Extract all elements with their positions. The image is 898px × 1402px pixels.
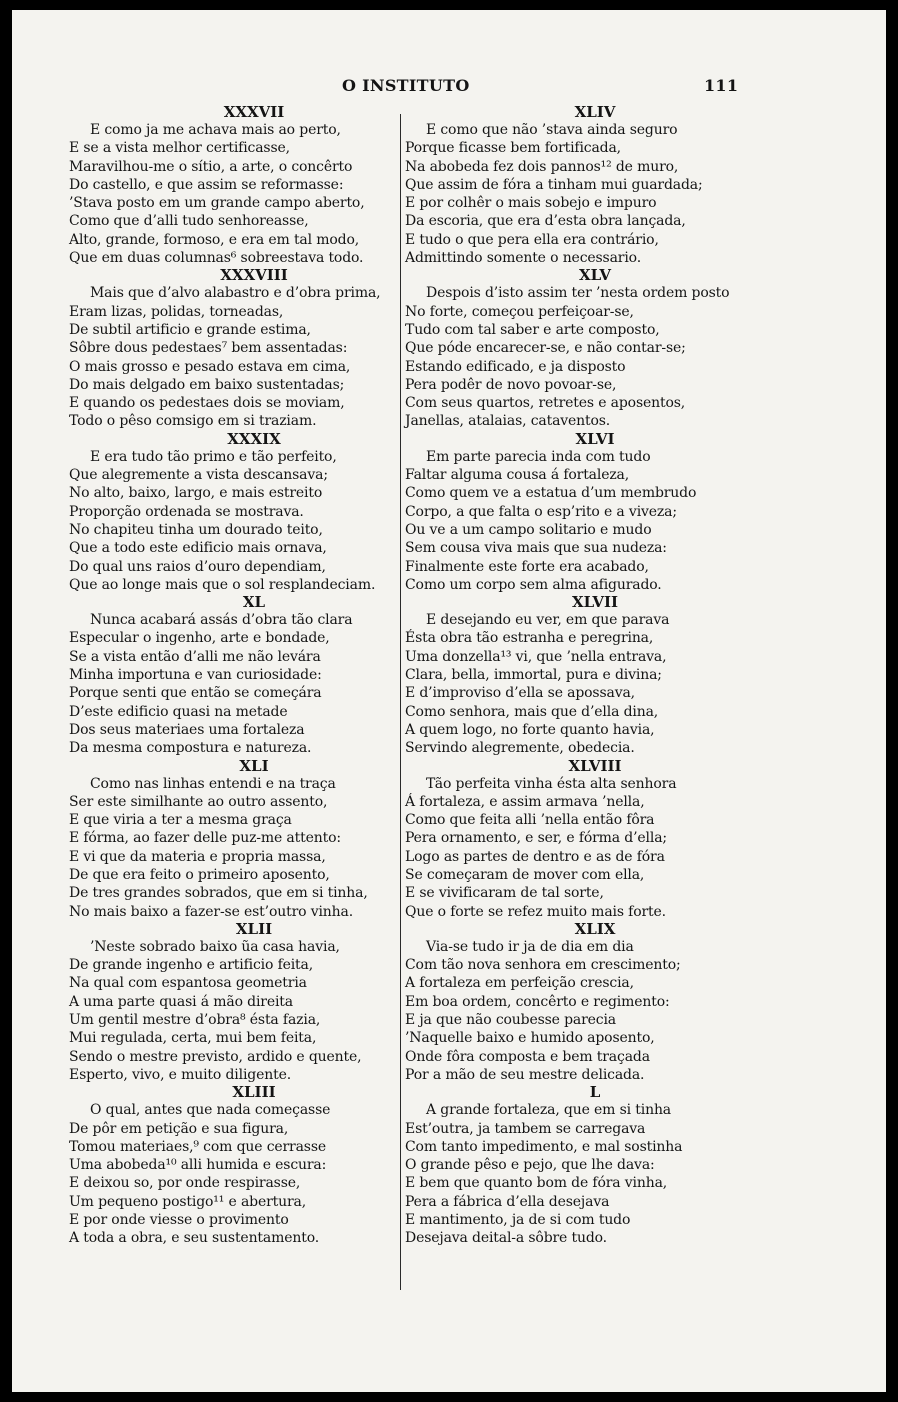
verse-line: E bem que quanto bom de fóra vinha, xyxy=(405,1175,668,1192)
verse-line: ’Stava posto em um grande campo aberto, xyxy=(69,195,365,212)
verse-line: Ésta obra tão estranha e peregrina, xyxy=(405,630,654,647)
verse-line: Como senhora, mais que d’ella dina, xyxy=(405,703,659,720)
stanza-number: XXXVIII xyxy=(220,266,288,285)
verse-line: No alto, baixo, largo, e mais estreito xyxy=(69,485,323,502)
verse-line: Onde fôra composta e bem traçada xyxy=(405,1048,650,1065)
verse-line: Como um corpo sem alma afigurado. xyxy=(405,576,662,593)
verse-line: De subtil artificio e grande estima, xyxy=(69,321,311,338)
verse-line: Com seus quartos, retretes e aposentos, xyxy=(405,395,686,412)
verse-line: Faltar alguma cousa á fortaleza, xyxy=(405,467,630,484)
verse-line: Que ao longe mais que o sol resplandeciam. xyxy=(69,576,376,593)
verse-line: E se vivificaram de tal sorte, xyxy=(405,885,604,902)
running-header xyxy=(12,76,886,100)
stanza xyxy=(405,431,745,594)
verse-line: E tudo o que pera ella era contrário, xyxy=(405,231,659,248)
verse-line: Proporção ordenada se mostrava. xyxy=(69,503,304,520)
verse-line: E que viria a ter a mesma graça xyxy=(69,812,292,829)
verse-line: Est’outra, ja tambem se carregava xyxy=(405,1120,646,1137)
verse-line: Sem cousa viva mais que sua nudeza: xyxy=(405,540,667,557)
verse-line: E como que não ’stava ainda seguro xyxy=(426,122,678,138)
stanza-number: XLI xyxy=(239,756,269,775)
verse-line: A toda a obra, e seu sustentamento. xyxy=(69,1230,320,1247)
stanza xyxy=(405,267,745,430)
verse-line: E vi que da materia e propria massa, xyxy=(69,848,326,865)
verse-line: De pôr em petição e sua figura, xyxy=(69,1120,289,1137)
verse-line: Em parte parecia inda com tudo xyxy=(426,448,651,465)
stanza-number: XXXIX xyxy=(227,429,281,448)
verse-line: ’Neste sobrado baixo ũa casa havia, xyxy=(90,938,340,955)
stanza xyxy=(405,104,745,267)
verse-line: Com tão nova senhora em crescimento; xyxy=(405,957,681,974)
stanza xyxy=(69,594,399,757)
verse-line: Despois d’isto assim ter ’nesta ordem posto xyxy=(426,285,730,302)
verse-line: D’este edificio quasi na metade xyxy=(69,703,288,720)
verse-line: A grande fortaleza, que em si tinha xyxy=(426,1102,672,1119)
verse-line: Á fortaleza, e assim armava ’nella, xyxy=(405,793,645,810)
verse-line: Admittindo somente o necessario. xyxy=(405,250,641,267)
verse-line: Que a todo este edificio mais ornava, xyxy=(69,540,327,557)
stanza xyxy=(69,921,399,1084)
verse-line: Logo as partes de dentro e as de fóra xyxy=(405,848,665,865)
verse-line: Tão perfeita vinha ésta alta senhora xyxy=(426,775,677,792)
page-number: 111 xyxy=(704,76,739,95)
left-column xyxy=(69,104,399,1248)
verse-line: Pera a fábrica d’ella desejava xyxy=(405,1193,610,1210)
verse-line: E por onde viesse o provimento xyxy=(69,1212,289,1229)
verse-line: Que em duas columnas⁶ sobreestava todo. xyxy=(69,250,364,267)
verse-line: Com tanto impedimento, e mal sostinha xyxy=(405,1138,683,1155)
stanza xyxy=(405,594,745,757)
verse-line: Nunca acabará assás d’obra tão clara xyxy=(90,612,353,629)
verse-line: Um gentil mestre d’obra⁸ ésta fazia, xyxy=(69,1012,321,1029)
stanza-number: L xyxy=(589,1083,601,1102)
verse-line: Todo o pêso comsigo em si traziam. xyxy=(69,413,317,430)
verse-line: E por colhêr o mais sobejo e impuro xyxy=(405,195,657,212)
stanza-number: XLVI xyxy=(575,429,615,448)
verse-line: Na qual com espantosa geometria xyxy=(69,975,307,992)
verse-line: Sôbre dous pedestaes⁷ bem assentadas: xyxy=(69,340,348,357)
stanza xyxy=(69,267,399,430)
verse-line: Uma abobeda¹⁰ alli humida e escura: xyxy=(69,1157,327,1174)
verse-line: A quem logo, no forte quanto havia, xyxy=(405,721,655,738)
verse-line: Se começaram de mover com ella, xyxy=(405,866,645,883)
stanza xyxy=(405,921,745,1084)
verse-line: No chapiteu tinha um dourado teito, xyxy=(69,521,323,538)
verse-line: Se a vista então d’alli me não levára xyxy=(69,648,321,665)
verse-line: Um pequeno postigo¹¹ e abertura, xyxy=(69,1193,307,1210)
verse-line: Que assim de fóra a tinham mui guardada; xyxy=(405,176,703,193)
stanza-number: XLIII xyxy=(232,1083,276,1102)
verse-line: Tomou materiaes,⁹ com que cerrasse xyxy=(69,1138,327,1155)
verse-line: E quando os pedestaes dois se moviam, xyxy=(69,395,345,412)
verse-line: Maravilhou-me o sítio, a arte, o concêrto xyxy=(69,158,353,175)
stanza xyxy=(405,758,745,921)
journal-title: O INSTITUTO xyxy=(342,76,470,95)
stanza xyxy=(69,431,399,594)
verse-line: Porque ficasse bem fortificada, xyxy=(405,140,621,157)
verse-line: Ou ve a um campo solitario e mudo xyxy=(405,521,652,538)
verse-line: Do castello, e que assim se reformasse: xyxy=(69,176,344,193)
verse-line: Da escoria, que era d’esta obra lançada, xyxy=(405,213,686,230)
verse-line: Sendo o mestre previsto, ardido e quente, xyxy=(69,1048,362,1065)
verse-line: Eram lizas, polidas, torneadas, xyxy=(69,303,284,320)
verse-line: Porque senti que então se começára xyxy=(69,685,322,702)
verse-line: Alto, grande, formoso, e era em tal modo, xyxy=(69,231,360,248)
stanza xyxy=(69,104,399,267)
stanza-number: XLVII xyxy=(571,593,619,612)
verse-line: E fórma, ao fazer delle puz-me attento: xyxy=(69,830,341,847)
column-divider xyxy=(400,114,401,1290)
verse-line: O grande pêso e pejo, que lhe dava: xyxy=(405,1157,655,1174)
verse-line: O qual, antes que nada começasse xyxy=(90,1102,331,1119)
verse-line: Da mesma compostura e natureza. xyxy=(69,740,312,757)
verse-line: No mais baixo a fazer-se est’outro vinha. xyxy=(69,903,354,920)
verse-line: Que alegremente a vista descansava; xyxy=(69,467,328,484)
verse-line: Clara, bella, immortal, pura e divina; xyxy=(405,667,662,684)
verse-line: Como que feita alli ’nella então fôra xyxy=(405,812,655,829)
verse-line: O mais grosso e pesado estava em cima, xyxy=(69,358,351,375)
verse-line: Estando edificado, e ja disposto xyxy=(405,358,626,375)
verse-line: E era tudo tão primo e tão perfeito, xyxy=(90,448,337,465)
verse-line: E se a vista melhor certificasse, xyxy=(69,140,290,157)
verse-line: A uma parte quasi á mão direita xyxy=(69,993,293,1010)
verse-line: E desejando eu ver, em que parava xyxy=(426,612,670,629)
verse-line: Janellas, atalaias, cataventos. xyxy=(405,413,611,430)
verse-line: Via-se tudo ir ja de dia em dia xyxy=(426,938,634,955)
verse-line: Que póde encarecer-se, e não contar-se; xyxy=(405,340,686,357)
verse-line: E d’improviso d’ella se apossava, xyxy=(405,685,635,702)
verse-line: Minha importuna e van curiosidade: xyxy=(69,667,322,684)
verse-line: A fortaleza em perfeição crescia, xyxy=(405,975,634,992)
verse-line: E como ja me achava mais ao perto, xyxy=(90,122,341,138)
verse-line: Em boa ordem, concêrto e regimento: xyxy=(405,993,670,1010)
verse-line: E ja que não coubesse parecia xyxy=(405,1012,617,1029)
verse-line: Corpo, a que falta o esp’rito e a viveza; xyxy=(405,503,677,520)
stanza-number: XL xyxy=(242,593,266,612)
verse-line: ’Naquelle baixo e humido aposento, xyxy=(405,1030,655,1047)
verse-line: Esperto, vivo, e muito diligente. xyxy=(69,1066,292,1083)
verse-line: De tres grandes sobrados, que em si tinha, xyxy=(69,885,368,902)
verse-line: Dos seus materiaes uma fortaleza xyxy=(69,721,305,738)
verse-line: Servindo alegremente, obedecia. xyxy=(405,740,635,757)
verse-line: De grande ingenho e artificio feita, xyxy=(69,957,314,974)
verse-line: De que era feito o primeiro aposento, xyxy=(69,866,330,883)
verse-line: Por a mão de seu mestre delicada. xyxy=(405,1066,645,1083)
verse-line: Como quem ve a estatua d’um membrudo xyxy=(405,485,697,502)
verse-line: Uma donzella¹³ vi, que ’nella entrava, xyxy=(405,648,667,665)
verse-line: Como nas linhas entendi e na traça xyxy=(90,775,336,792)
stanza-number: XLII xyxy=(235,919,273,938)
verse-line: No forte, começou perfeiçoar-se, xyxy=(405,303,634,320)
verse-line: Pera podêr de novo povoar-se, xyxy=(405,376,617,393)
verse-line: Tudo com tal saber e arte composto, xyxy=(405,321,660,338)
verse-line: Na abobeda fez dois pannos¹² de muro, xyxy=(405,158,679,175)
verse-line: Desejava deital-a sôbre tudo. xyxy=(405,1230,607,1247)
verse-line: Mais que d’alvo alabastro e d’obra prima, xyxy=(90,285,381,302)
verse-line: Pera ornamento, e ser, e fórma d’ella; xyxy=(405,830,667,847)
verse-line: Finalmente este forte era acabado, xyxy=(405,558,649,575)
verse-line: Que o forte se refez muito mais forte. xyxy=(405,903,666,920)
verse-line: Como que d’alli tudo senhoreasse, xyxy=(69,213,309,230)
right-column xyxy=(405,104,745,1248)
page xyxy=(12,10,886,1392)
verse-line: Do qual uns raios d’ouro dependiam, xyxy=(69,558,326,575)
stanza-number: XLIX xyxy=(574,919,616,938)
stanza-number: XLIV xyxy=(574,103,616,121)
verse-line: Mui regulada, certa, mui bem feita, xyxy=(69,1030,317,1047)
verse-line: Do mais delgado em baixo sustentadas; xyxy=(69,376,345,393)
verse-line: E deixou so, por onde respirasse, xyxy=(69,1175,301,1192)
stanza-number: XLVIII xyxy=(568,756,622,775)
verse-line: E mantimento, ja de si com tudo xyxy=(405,1212,631,1229)
stanza xyxy=(405,1084,745,1247)
verse-line: Ser este similhante ao outro assento, xyxy=(69,793,328,810)
stanza xyxy=(69,758,399,921)
stanza xyxy=(69,1084,399,1247)
stanza-number: XLV xyxy=(578,266,612,285)
verse-line: Especular o ingenho, arte e bondade, xyxy=(69,630,330,647)
stanza-number: XXXVII xyxy=(223,103,285,121)
